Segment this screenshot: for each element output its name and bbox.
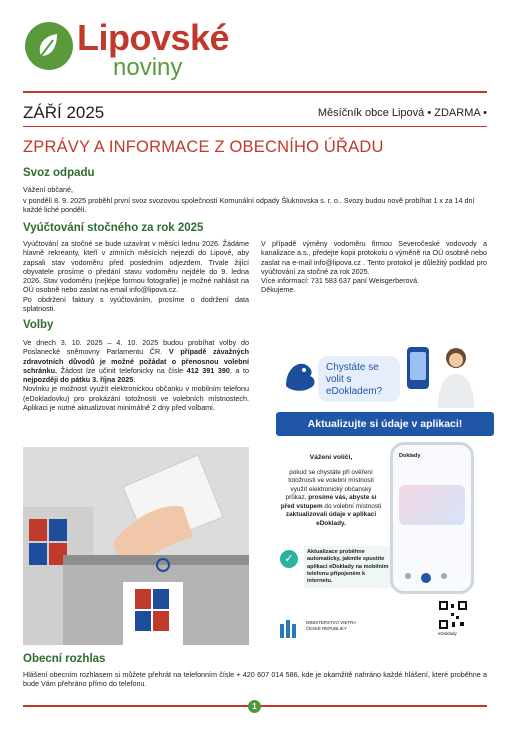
phone-header: Doklady: [399, 453, 421, 459]
ministry-label: MINISTERSTVO VNITRA ČESKÉ REPUBLIKY: [306, 620, 357, 631]
check-note: Aktualizace proběhne automaticky, jakmile spustíte aplikaci eDoklady na mobilním telefonu připojeném k internetu.: [304, 546, 392, 588]
phone-id-card: [399, 485, 465, 525]
rozhlas-text: Hlášení obecním rozhlasem si můžete přehrát na telefonním čísle + 420 607 014 586, kde je okamžitě nahráno každé hlášení, které proběhne a bude Vám přehráno přímo do telefonu.: [23, 670, 487, 689]
section-title: ZPRÁVY A INFORMACE Z OBECNÍHO ÚŘADU: [23, 138, 384, 156]
phone-mockup: [390, 442, 474, 594]
volby-p1b: V případě závažných zdravotních důvodů je možné požádat o přenosnou volební schránku.: [23, 347, 250, 375]
stocne-left: [23, 239, 249, 313]
ballot-box-photo: [23, 447, 249, 645]
page-number: 1: [248, 700, 261, 713]
voter-text-c: do volební místnosti: [324, 502, 382, 510]
update-banner: [276, 412, 494, 436]
issue-date: ZÁŘÍ 2025: [23, 103, 105, 122]
stocne-right-thanks: Děkujeme.: [261, 285, 296, 295]
volby-p1d: , a to: [229, 365, 250, 375]
volby-text: [23, 338, 249, 412]
voter-title: Vážení voliči,: [309, 454, 353, 461]
update-banner-text: Aktualizujte si údaje v aplikaci!: [307, 418, 463, 430]
rozhlas-heading: Obecní rozhlas: [23, 653, 106, 665]
stocne-left-text-2: Po obdržení faktury s vyúčtováním, prosíme o dodržení data splatnosti.: [23, 294, 249, 314]
ministry-logo-icon: [280, 616, 302, 638]
volby-deadline: nejpozději do pátku 3. října 2025: [23, 375, 134, 385]
linden-leaf-logo-icon: [23, 20, 75, 72]
svoz-text: v pondělí 8. 9. 2025 proběhl první svoz svozovou společností Komunální odpady Šluknovska s. r. o.. Svozy budou nově probíhat 1 x za 14 dní každé liché pondělí.: [23, 196, 475, 215]
phone-nav-menu-icon: [441, 573, 447, 579]
edoklady-ad: [270, 338, 500, 644]
edoklad-bubble-text: Chystáte se volit s eDokladem?: [326, 362, 383, 397]
svoz-heading: Svoz odpadu: [23, 167, 95, 179]
app-label: eDoklady: [438, 631, 457, 636]
stocne-right-text: V případě výměny vodoměru firmou Severočeské vodovody a kanalizace a.s., předejte kopii protokolu o výměně na OÚ osobně nebo zaslat na e-mail info@lipova.cz . Tento protokol je důležitý podklad pro vyúčtování za stočné za rok 2025.: [261, 239, 487, 276]
stocne-right-contact: Více informací: 731 583 637 paní Weisgerberová.: [261, 276, 420, 286]
check-circle-icon: ✓: [280, 550, 298, 568]
phone-with-app-icon: [406, 346, 430, 390]
volby-p1f: .: [133, 375, 136, 385]
voter-message: [280, 454, 382, 528]
stocne-heading: Vyúčtování stočného za rok 2025: [23, 222, 204, 234]
svoz-greeting: Vážení občané,: [23, 185, 73, 194]
phone-nav-main-icon: [421, 573, 431, 583]
volby-p2: Novinku je možnost využít elektronickou občanku v mobilním telefonu (eDokladovku) pro prokázání totožnosti ve volebních místnostech. Aplikaci je nutné aktualizovat minimálně 2 dny před volbami.: [23, 384, 249, 413]
qr-code-icon: [438, 600, 468, 630]
phone-nav-home-icon: [405, 573, 411, 579]
masthead-title: Lipovské: [77, 17, 230, 58]
issue-tagline: Měsíčník obce Lipová • ZDARMA •: [317, 107, 487, 119]
masthead-subtitle: noviny: [113, 54, 183, 81]
masthead: [23, 18, 243, 88]
phone-nav: [405, 573, 447, 583]
voter-text-a: pokud se chystáte při ověření totožnosti ve volební místnosti využít elektronický občanský průkaz,: [285, 468, 374, 501]
tagline-divider: [23, 126, 487, 127]
volby-phone: 412 391 390: [186, 365, 230, 375]
woman-with-phone-icon: [432, 344, 480, 408]
edoklad-bubble: [318, 356, 400, 402]
stocne-left-text: Vyúčtování za stočné se bude uzavírat v měsíci lednu 2026. Žádáme hlavně rekreanty, kteří v zimních měsících nejezdí do Lipové, aby zapsali stav vodoměru před posledním odjezdem. Trvale žijící obyvatele prosíme o předání stavu vodoměru nejdéle do 9. ledna 2026. Stav vodoměru (nejlépe formou fotografie) je možné nahlásit na OÚ osobně nebo zaslat na email info@lipova.cz.: [23, 239, 249, 295]
lion-emblem-icon: [280, 356, 322, 398]
voter-text-b: prosíme vás, abyste si před vstupem: [280, 494, 377, 510]
stocne-right: [261, 239, 487, 295]
ballot-box-illustration-icon: [23, 447, 249, 645]
top-divider: [23, 91, 487, 93]
volby-p1c: Žádost lze učinit telefonicky na čísle: [60, 365, 184, 375]
volby-heading: Volby: [23, 319, 54, 331]
voter-text-d: zaktualizovali údaje v aplikaci eDoklady.: [285, 511, 377, 527]
volby-p1a: Ve dnech 3. 10. 2025 – 4. 10. 2025 budou probíhat volby do Poslanecké sněmovny Parlamentu ČR.: [23, 338, 249, 357]
